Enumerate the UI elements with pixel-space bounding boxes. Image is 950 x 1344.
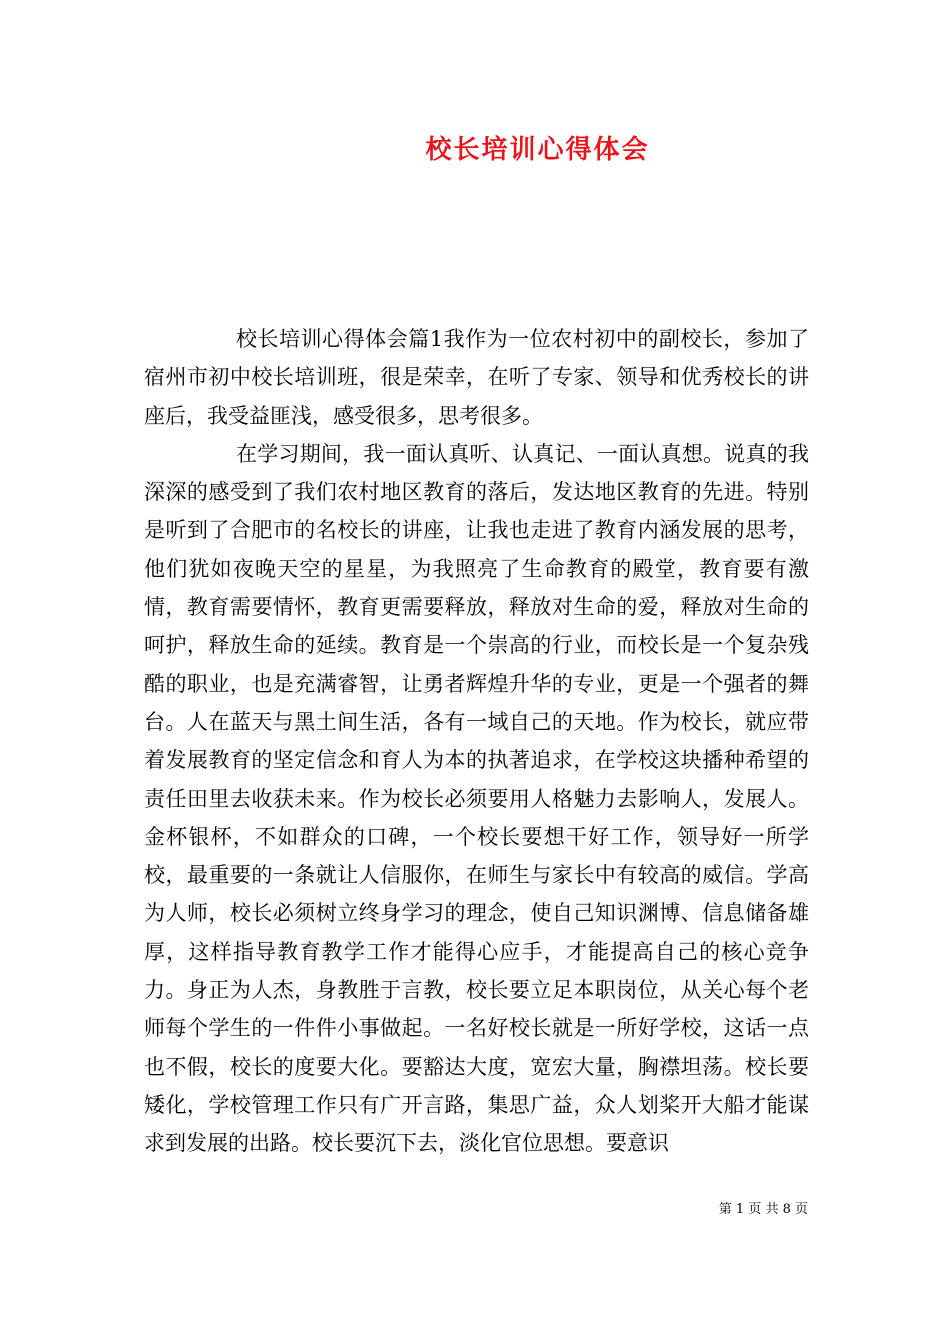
document-title: 校长培训心得体会 bbox=[425, 135, 650, 165]
page-number-footer: 第 1 页 共 8 页 bbox=[718, 1202, 808, 1217]
paragraph-2: 在学习期间，我一面认真听、认真记、一面认真想。说真的我深深的感受到了我们农村地区教育的落后，发达地区教育的先进。特别是听到了合肥市的名校长的讲座，让我也走进了教育内涵发展的思考，他们犹如夜晚天空的星星，为我照亮了生命教育的殿堂，教育要有激情，教育需要情怀，教育更需要释放，释放对生命的爱，释放对生命的呵护，释放生命的延续。教育是一个崇高的行业，而校长是一个复杂残酷的职业，也是充满睿智，让勇者辉煌升华的专业，更是一个强者的舞台。人在蓝天与黑土间生活，各有一域自己的天地。作为校长，就应带着发展教育的坚定信念和育人为本的执著追求，在学校这块播种希望的责任田里去收获未来。作为校长必须要用人格魅力去影响人，发展人。金杯银杯，不如群众的口碑，一个校长要想干好工作，领导好一所学校，最重要的一条就让人信服你，在师生与家长中有较高的威信。学高为人师，校长必须树立终身学习的理念，使自己知识渊博、信息储备雄厚，这样指导教育教学工作才能得心应手，才能提高自己的核心竞争力。身正为人杰，身教胜于言教，校长要立足本职岗位，从关心每个老师每个学生的一件件小事做起。一名好校长就是一所好学校，这话一点也不假，校长的度要大化。要豁达大度，宽宏大量，胸襟坦荡。校长要矮化，学校管理工作只有广开言路，集思广益，众人划桨开大船才能谋求到发展的出路。校长要沉下去，淡化官位思想。要意识 bbox=[144, 441, 809, 1156]
paragraph-1: 校长培训心得体会篇1我作为一位农村初中的副校长，参加了宿州市初中校长培训班，很是荣幸，在听了专家、领导和优秀校长的讲座后，我受益匪浅，感受很多，思考很多。 bbox=[144, 327, 809, 428]
document-body bbox=[144, 320, 809, 1163]
